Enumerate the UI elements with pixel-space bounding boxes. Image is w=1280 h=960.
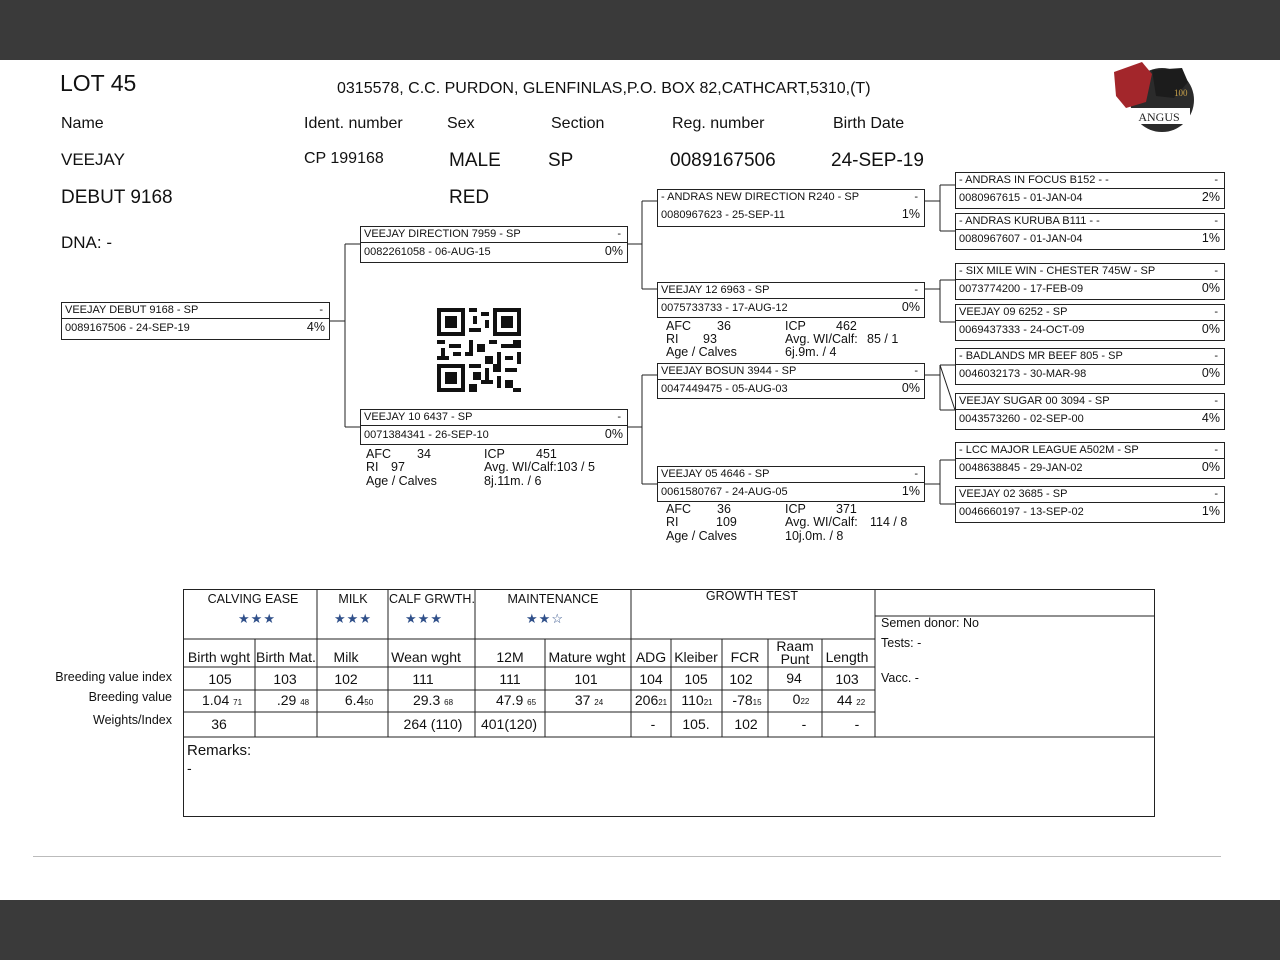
reg: 0046032173 - 30-MAR-98 xyxy=(959,368,1087,380)
dash: - xyxy=(319,304,323,316)
bv-birth-wght xyxy=(202,692,242,708)
index-wean-wght: 111 xyxy=(412,671,434,687)
svg-text:100: 100 xyxy=(1174,88,1188,98)
reg: 0080967615 - 01-JAN-04 xyxy=(959,192,1083,204)
col-fcr: FCR xyxy=(730,649,760,665)
dash: - xyxy=(914,284,918,296)
bv-mature-wght xyxy=(575,692,603,708)
group-calving-ease: CALVING EASE xyxy=(207,592,299,606)
weight-kleiber: 105. xyxy=(682,716,710,732)
animal-color: RED xyxy=(449,187,490,208)
name: VEEJAY BOSUN 3944 - SP xyxy=(661,365,797,377)
reg: 0048638845 - 29-JAN-02 xyxy=(959,462,1083,474)
name: - SIX MILE WIN - CHESTER 745W - SP xyxy=(959,265,1156,277)
reg: 0082261058 - 06-AUG-15 xyxy=(364,246,491,258)
icp-label: ICP xyxy=(785,319,806,333)
bv-fcr xyxy=(732,692,761,708)
vaccination: Vacc. - xyxy=(881,671,919,685)
lot-number: LOT 45 xyxy=(60,70,137,96)
value: 206 xyxy=(634,692,659,708)
avg-value: Avg. WI/Calf:103 / 5 xyxy=(484,460,595,474)
name: VEEJAY 12 6963 - SP xyxy=(661,284,770,296)
weight-fcr: 102 xyxy=(734,716,758,732)
accuracy: 21 xyxy=(658,698,668,707)
header-reg: Reg. number xyxy=(672,115,765,132)
name: - LCC MAJOR LEAGUE A502M - SP xyxy=(959,444,1139,456)
reg: 0069437333 - 24-OCT-09 xyxy=(959,324,1085,336)
ri-label: RI xyxy=(666,515,679,529)
dash: - xyxy=(617,228,621,240)
value: 47.9 xyxy=(495,692,524,708)
col-milk: Milk xyxy=(333,649,359,665)
reg: 0061580767 - 24-AUG-05 xyxy=(661,486,788,498)
value: 110 xyxy=(681,692,704,708)
index-mature-wght: 101 xyxy=(574,671,598,687)
bv-12m xyxy=(496,692,536,708)
name: VEEJAY DIRECTION 7959 - SP xyxy=(364,228,521,240)
pedigree-sire-dam xyxy=(657,282,925,318)
remarks-text: - xyxy=(187,760,192,776)
calf-growth-stars: ★★★ xyxy=(405,611,443,626)
group-growth-test: GROWTH TEST xyxy=(705,589,799,603)
weight-birth-wght: 36 xyxy=(211,716,227,732)
dash: - xyxy=(914,191,918,203)
pedigree-gg-3 xyxy=(955,263,1225,300)
header-sex: Sex xyxy=(447,115,475,132)
qr-code xyxy=(436,308,522,392)
bv-milk xyxy=(345,692,373,708)
ri-label: RI xyxy=(366,460,379,474)
value: .29 xyxy=(276,692,297,708)
breeding-value-table xyxy=(183,589,1155,817)
pedigree-gg-2 xyxy=(955,213,1225,250)
age-label: Age / Calves xyxy=(366,474,437,488)
col-punt: Punt xyxy=(780,651,810,667)
value: -78 xyxy=(732,692,753,708)
name: - ANDRAS IN FOCUS B152 - - xyxy=(959,174,1109,186)
name: VEEJAY 02 3685 - SP xyxy=(959,488,1068,500)
age-label: Age / Calves xyxy=(666,529,737,543)
avg-value: 114 / 8 xyxy=(870,515,908,529)
accuracy: 15 xyxy=(752,698,762,707)
header-name: Name xyxy=(61,115,104,132)
col-adg: ADG xyxy=(635,649,667,665)
age-value: 6j.9m. / 4 xyxy=(785,345,837,359)
weight-length: - xyxy=(854,716,860,732)
animal-name-1: VEEJAY xyxy=(61,150,125,169)
footer-divider xyxy=(33,856,1221,857)
seller-info: 0315578, C.C. PURDON, GLENFINLAS,P.O. BOX 82,CATHCART,5310,(T) xyxy=(337,80,871,97)
accuracy: 22 xyxy=(800,697,810,706)
age-label: Age / Calves xyxy=(666,345,737,359)
afc-label: AFC xyxy=(666,502,691,516)
animal-section: SP xyxy=(548,150,574,171)
col-wean-wght: Wean wght xyxy=(391,649,461,665)
dash: - xyxy=(1214,395,1218,407)
icp-value: 371 xyxy=(836,502,857,516)
value: 0 xyxy=(792,691,801,707)
value: 44 xyxy=(836,692,853,708)
pct: 0% xyxy=(1201,366,1220,380)
dash: - xyxy=(1214,350,1218,362)
bv-birth-mat xyxy=(277,692,309,708)
index-12m: 111 xyxy=(499,671,521,687)
group-maintenance: MAINTENANCE xyxy=(507,592,599,606)
index-birth-wght: 105 xyxy=(208,671,232,687)
group-calf-growth: CALF GRWTH. xyxy=(389,592,475,606)
icp-label: ICP xyxy=(785,502,806,516)
index-raam-punt: 94 xyxy=(786,670,802,686)
dash: - xyxy=(914,365,918,377)
name: VEEJAY SUGAR 00 3094 - SP xyxy=(959,395,1110,407)
accuracy: 65 xyxy=(527,698,537,707)
pedigree-gg-5 xyxy=(955,348,1225,385)
reg: 0047449475 - 05-AUG-03 xyxy=(661,383,788,395)
dash: - xyxy=(1214,488,1218,500)
accuracy: 71 xyxy=(233,698,243,707)
icp-label: ICP xyxy=(484,447,505,461)
afc-label: AFC xyxy=(366,447,391,461)
bv-wean-wght xyxy=(413,692,453,708)
pct: 0% xyxy=(1201,281,1220,295)
header-section: Section xyxy=(551,115,605,132)
accuracy: 22 xyxy=(856,698,866,707)
header-ident: Ident. number xyxy=(304,115,403,132)
pedigree-gg-6 xyxy=(955,393,1225,430)
animal-ident: CP 199168 xyxy=(304,150,384,167)
dash: - xyxy=(617,411,621,423)
col-raam: Raam xyxy=(776,638,814,654)
index-length: 103 xyxy=(835,671,859,687)
weight-adg: - xyxy=(650,716,656,732)
pct: 1% xyxy=(901,207,920,221)
afc-value: 36 xyxy=(717,319,731,333)
accuracy: 48 xyxy=(300,698,310,707)
afc-value: 34 xyxy=(417,447,431,461)
reg: 0080967623 - 25-SEP-11 xyxy=(661,209,785,221)
col-mature-wght: Mature wght xyxy=(548,649,626,665)
index-kleiber: 105 xyxy=(684,671,708,687)
reg: 0046660197 - 13-SEP-02 xyxy=(959,506,1084,518)
pct: 4% xyxy=(306,320,325,334)
bv-adg xyxy=(635,692,667,708)
afc-value: 36 xyxy=(717,502,731,516)
value: 6.4 xyxy=(344,692,365,708)
dash: - xyxy=(914,468,918,480)
weight-12m: 401(120) xyxy=(480,716,538,732)
pct: 0% xyxy=(1201,322,1220,336)
afc-label: AFC xyxy=(666,319,691,333)
name: - ANDRAS NEW DIRECTION R240 - SP xyxy=(661,191,860,203)
name: VEEJAY 05 4646 - SP xyxy=(661,468,770,480)
pedigree-gg-7 xyxy=(955,442,1225,479)
ri-label: RI xyxy=(666,332,679,346)
name: - BADLANDS MR BEEF 805 - SP xyxy=(959,350,1123,362)
pedigree-dam-sire xyxy=(657,363,925,399)
maintenance-stars: ★★☆ xyxy=(526,611,564,626)
row-label-weights: Weights/Index xyxy=(93,713,172,727)
weight-raam-punt: - xyxy=(801,716,807,732)
reg: 0075733733 - 17-AUG-12 xyxy=(661,302,788,314)
col-birth-mat: Birth Mat. xyxy=(256,649,316,665)
dash: - xyxy=(1214,265,1218,277)
tests: Tests: - xyxy=(881,636,922,650)
dash: - xyxy=(1214,444,1218,456)
ri-value: 109 xyxy=(716,515,737,529)
svg-text:ANGUS: ANGUS xyxy=(1138,110,1180,124)
pct: 4% xyxy=(1201,411,1220,425)
ri-value: 93 xyxy=(703,332,717,346)
pedigree-gg-4 xyxy=(955,304,1225,341)
pedigree-gg-1 xyxy=(955,172,1225,209)
dash: - xyxy=(1214,306,1218,318)
index-fcr: 102 xyxy=(729,671,753,687)
remarks-label: Remarks: xyxy=(187,742,252,759)
pedigree-gg-8 xyxy=(955,486,1225,523)
icp-value: 451 xyxy=(536,447,557,461)
index-adg: 104 xyxy=(639,671,663,687)
header-birth: Birth Date xyxy=(833,115,905,132)
pedigree-dam xyxy=(360,409,628,445)
name: VEEJAY DEBUT 9168 - SP xyxy=(65,304,199,316)
age-value: 10j.0m. / 8 xyxy=(785,529,844,543)
row-label-index: Breeding value index xyxy=(55,670,172,684)
value: 1.04 xyxy=(201,692,230,708)
pedigree-sire-sire xyxy=(657,189,925,227)
accuracy: 50 xyxy=(364,698,374,707)
value: 37 xyxy=(574,692,591,708)
animal-birth: 24-SEP-19 xyxy=(831,150,924,171)
row-label-value: Breeding value xyxy=(88,690,172,704)
animal-sex: MALE xyxy=(449,150,501,171)
weight-wean-wght: 264 (110) xyxy=(403,716,463,732)
pct: 0% xyxy=(901,381,920,395)
reg: 0071384341 - 26-SEP-10 xyxy=(364,429,489,441)
accuracy: 68 xyxy=(444,698,454,707)
reg: 0089167506 - 24-SEP-19 xyxy=(65,322,190,334)
dash: - xyxy=(1214,215,1218,227)
reg: 0080967607 - 01-JAN-04 xyxy=(959,233,1083,245)
milk-stars: ★★★ xyxy=(334,611,372,626)
animal-dna: DNA: - xyxy=(61,233,112,252)
animal-reg: 0089167506 xyxy=(670,150,776,171)
animal-name-2: DEBUT 9168 xyxy=(61,187,173,208)
pct: 0% xyxy=(604,427,623,441)
avg-value: 85 / 1 xyxy=(867,332,899,346)
bv-raam-punt xyxy=(793,691,810,707)
index-milk: 102 xyxy=(334,671,358,687)
calving-ease-stars: ★★★ xyxy=(238,611,276,626)
name: - ANDRAS KURUBA B111 - - xyxy=(959,215,1100,227)
dash: - xyxy=(1214,174,1218,186)
name: VEEJAY 09 6252 - SP xyxy=(959,306,1068,318)
group-milk: MILK xyxy=(338,592,368,606)
avg-label: Avg. WI/Calf: xyxy=(785,515,858,529)
pct: 0% xyxy=(604,244,623,258)
name: VEEJAY 10 6437 - SP xyxy=(364,411,473,423)
col-12m: 12M xyxy=(496,649,524,665)
col-kleiber: Kleiber xyxy=(674,649,718,665)
pedigree-dam-dam xyxy=(657,466,925,502)
ri-value: 97 xyxy=(391,460,405,474)
pedigree-sire xyxy=(360,226,628,263)
bv-length xyxy=(837,692,865,708)
value: 29.3 xyxy=(412,692,441,708)
reg: 0073774200 - 17-FEB-09 xyxy=(959,283,1084,295)
pct: 0% xyxy=(901,300,920,314)
pct: 0% xyxy=(1201,460,1220,474)
pct: 2% xyxy=(1201,190,1220,204)
col-length: Length xyxy=(825,649,869,665)
pedigree-self xyxy=(61,302,330,340)
bv-kleiber xyxy=(681,692,712,708)
icp-value: 462 xyxy=(836,319,857,333)
pct: 1% xyxy=(1201,504,1220,518)
index-birth-mat: 103 xyxy=(273,671,297,687)
col-birth-wght: Birth wght xyxy=(187,649,251,665)
table-grid xyxy=(183,589,1155,817)
semen-donor: Semen donor: No xyxy=(881,616,979,630)
pct: 1% xyxy=(901,484,920,498)
accuracy: 21 xyxy=(703,698,713,707)
accuracy: 24 xyxy=(594,698,604,707)
age-value: 8j.11m. / 6 xyxy=(484,474,542,488)
pct: 1% xyxy=(1201,231,1220,245)
avg-label: Avg. WI/Calf: xyxy=(785,332,858,346)
reg: 0043573260 - 02-SEP-00 xyxy=(959,413,1084,425)
